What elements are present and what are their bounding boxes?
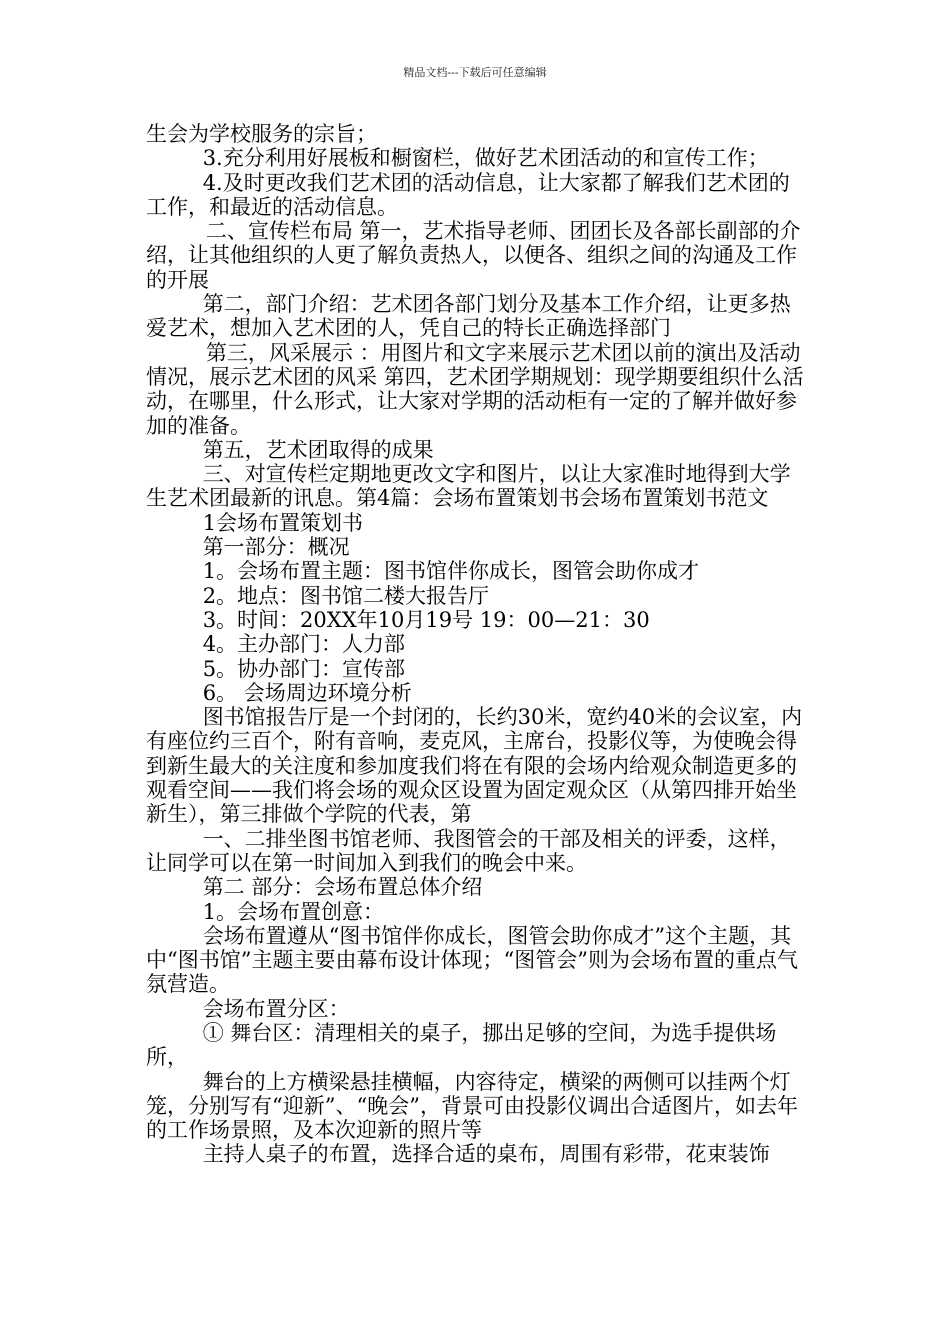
- paragraph-p24: 舞台的上方横梁悬挂横幅，内容待定，横梁的两侧可以挂两个灯笼，分别写有“迎新”、“晚会”，背景可由投影仪调出合适图片，如去年的工作场景照，及本次迎新的照片等: [146, 1069, 798, 1143]
- paragraph-p13: 3。时间：20XX年10月19号 19：00—21：30: [202, 607, 650, 632]
- document-body: [146, 122, 810, 1167]
- paragraph-p09: 1会场布置策划书: [202, 510, 364, 535]
- paragraph-p15: 5。协办部门：宣传部: [202, 656, 406, 681]
- paragraph-p14: 4。主办部门：人力部: [202, 632, 406, 657]
- paragraph-p03: 4.及时更改我们艺术团的活动信息，让大家都了解我们艺术团的工作，和最近的活动信息。: [146, 170, 790, 219]
- paragraph-p18: 一、二排坐图书馆老师、我图管会的干部及相关的评委，这样，让同学可以在第一时间加入到我们的晚会中来。: [146, 826, 791, 875]
- paragraph-p02: 3.充分利用好展板和橱窗栏，做好艺术团活动的和宣传工作；: [202, 146, 769, 171]
- paragraph-p10: 第一部分：概况: [202, 535, 350, 560]
- paragraph-p23: ① 舞台区：清理相关的桌子，挪出足够的空间，为选手提供场所，: [146, 1020, 777, 1070]
- paragraph-p12: 2。地点：图书馆二楼大报告厅: [202, 583, 490, 608]
- paragraph-p06: 第三，风采展示 ：用图片和文字来展示艺术团以前的演出及活动情况，展示艺术团的风采 第四，艺术团学期规划：现学期要组织什么活动，在哪里，什么形式，让大家对学期的活动柜有一定的了解并做好参加的准备。: [146, 340, 804, 438]
- paragraph-p19: 第二 部分：会场布置总体介绍: [202, 875, 483, 900]
- paragraph-p17: 图书馆报告厅是一个封闭的，长约30米，宽约40米的会议室，内有座位约三百个，附有音响，麦克风，主席台，投影仪等，为使晚会得到新生最大的关注度和参加度我们将在有限的会场内给观众制造更多的观看空间——我们将会场的观众区设置为固定观众区（从第四排开始坐新生），第三排做个学院的代表，第: [146, 705, 803, 827]
- paragraph-p20: 1。会场布置创意：: [202, 899, 385, 924]
- paragraph-p07: 第五，艺术团取得的成果: [202, 437, 434, 462]
- paragraph-p22: 会场布置分区：: [202, 996, 350, 1021]
- page-header-watermark: 精品文档---下载后可任意编辑: [403, 66, 547, 79]
- paragraph-p16: 6。 会场周边环境分析: [202, 680, 412, 705]
- paragraph-p25: 主持人桌子的布置，选择合适的桌布，周围有彩带，花束装饰: [202, 1142, 770, 1167]
- paragraph-p21: 会场布置遵从“图书馆伴你成长，图管会助你成才”这个主题，其中“图书馆”主题主要由幕布设计体现；“图管会”则为会场布置的重点气氛营造。: [146, 923, 798, 997]
- paragraph-p05: 第二，部门介绍：艺术团各部门划分及基本工作介绍，让更多热爱艺术，想加入艺术团的人，凭自己的特长正确选择部门: [146, 292, 791, 341]
- paragraph-p08: 三、对宣传栏定期地更改文字和图片，以让大家准时地得到大学生艺术团最新的讯息。第4篇：会场布置策划书会场布置策划书范文: [146, 462, 791, 511]
- paragraph-p11: 1。会场布置主题：图书馆伴你成长，图管会助你成才: [202, 559, 700, 584]
- paragraph-p01: 生会为学校服务的宗旨；: [146, 122, 377, 146]
- paragraph-p04: 二、宣传栏布局 第一，艺术指导老师、团团长及各部长副部的介绍，让其他组织的人更了解负责热人，以便各、组织之间的沟通及工作的开展: [146, 219, 801, 292]
